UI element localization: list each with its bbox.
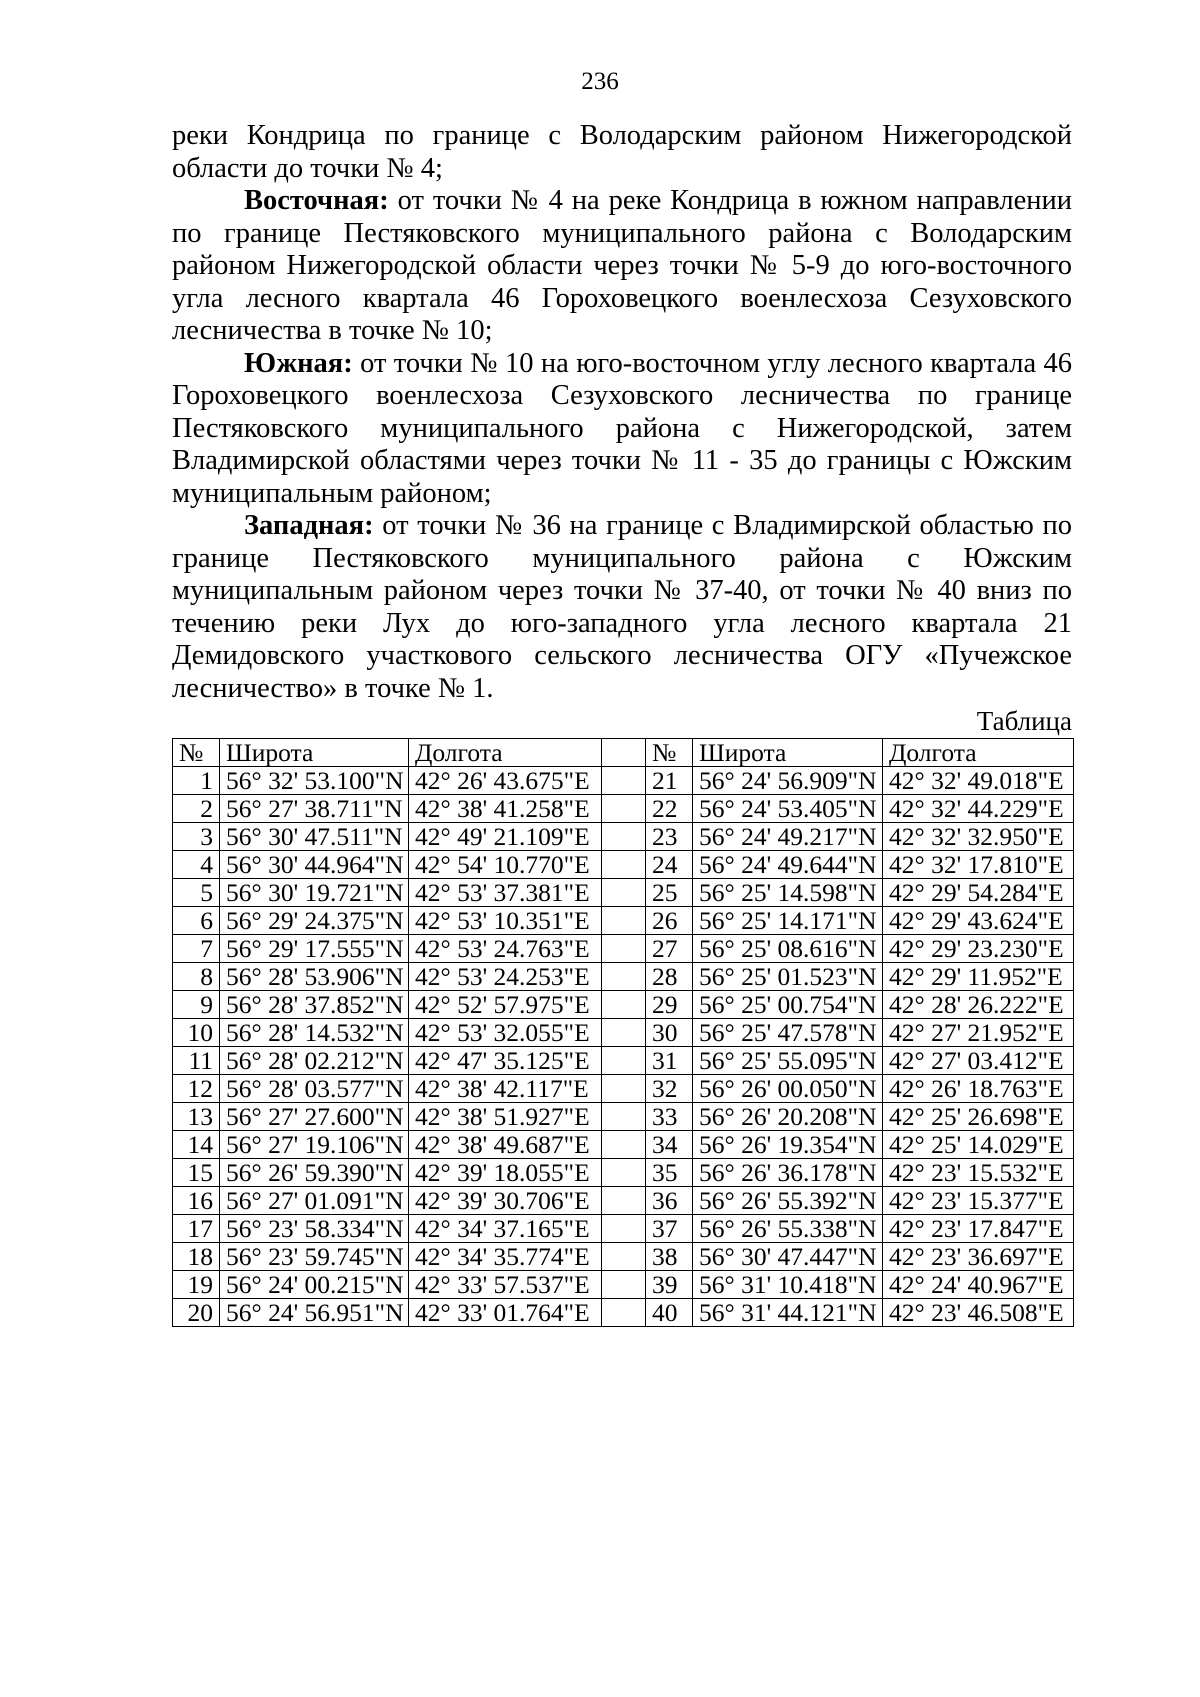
paragraph-heading-south: Южная: [244,347,353,379]
paragraph-heading-west: Западная: [244,510,374,541]
longitude-cell: 42° 23' 15.532"E [883,1159,1074,1187]
latitude-cell: 56° 23' 59.745"N [220,1243,409,1271]
spacer-cell [602,1159,646,1187]
header-latitude-left: Широта [220,739,409,767]
point-number-cell: 19 [173,1271,220,1299]
paragraph-text: реки Кондрица по границе с Володарским районом Нижегородской области до точки № 4; [172,120,1072,184]
point-number-cell: 27 [646,935,693,963]
spacer-cell [602,823,646,851]
latitude-cell: 56° 24' 56.951"N [220,1299,409,1327]
latitude-cell: 56° 30' 47.447"N [693,1243,883,1271]
longitude-cell: 42° 32' 49.018"E [883,767,1074,795]
point-number-cell: 15 [173,1159,220,1187]
paragraph-text-west: от точки № 36 на границе с Владимирской областью по границе Пестяковского муниципального района с Южским муниципальным районом через точки № 37-40, от точки № 40 вниз по течению реки Лух до юго-западного угла лесного квартала 21 Демидовского участкового сельского лесничества ОГУ «Пучежское лесничество» в точке № 1. [172,510,1072,704]
table-row [173,935,1074,963]
longitude-cell: 42° 29' 11.952"E [883,963,1074,991]
latitude-cell: 56° 25' 00.754"N [693,991,883,1019]
point-number-cell: 6 [173,907,220,935]
spacer-cell [602,1047,646,1075]
coordinates-table [172,738,1074,1327]
longitude-cell: 42° 25' 14.029"E [883,1131,1074,1159]
header-longitude-left: Долгота [409,739,602,767]
longitude-cell: 42° 53' 24.763"E [409,935,602,963]
latitude-cell: 56° 25' 47.578"N [693,1019,883,1047]
paragraph-continuation [172,120,1072,185]
table-caption: Таблица [976,706,1072,736]
spacer-cell [602,879,646,907]
longitude-cell: 42° 33' 57.537"E [409,1271,602,1299]
longitude-cell: 42° 53' 32.055"E [409,1019,602,1047]
latitude-cell: 56° 25' 08.616"N [693,935,883,963]
spacer-cell [602,851,646,879]
longitude-cell: 42° 39' 18.055"E [409,1159,602,1187]
header-num-right: № [646,739,693,767]
point-number-cell: 40 [646,1299,693,1327]
longitude-cell: 42° 23' 15.377"E [883,1187,1074,1215]
point-number-cell: 1 [173,767,220,795]
spacer-cell [602,1271,646,1299]
paragraph-south [172,348,1072,511]
longitude-cell: 42° 54' 10.770"E [409,851,602,879]
header-num-left: № [173,739,220,767]
spacer-cell [602,907,646,935]
point-number-cell: 33 [646,1103,693,1131]
point-number-cell: 35 [646,1159,693,1187]
table-row [173,1159,1074,1187]
latitude-cell: 56° 32' 53.100"N [220,767,409,795]
spacer-cell [602,935,646,963]
point-number-cell: 22 [646,795,693,823]
spacer-cell [602,1103,646,1131]
longitude-cell: 42° 53' 24.253"E [409,963,602,991]
header-spacer [602,739,646,767]
spacer-cell [602,1243,646,1271]
longitude-cell: 42° 29' 54.284"E [883,879,1074,907]
point-number-cell: 31 [646,1047,693,1075]
table-row [173,1299,1074,1327]
longitude-cell: 42° 26' 43.675"E [409,767,602,795]
latitude-cell: 56° 24' 49.217"N [693,823,883,851]
latitude-cell: 56° 27' 27.600"N [220,1103,409,1131]
point-number-cell: 7 [173,935,220,963]
latitude-cell: 56° 26' 00.050"N [693,1075,883,1103]
spacer-cell [602,1019,646,1047]
latitude-cell: 56° 26' 36.178"N [693,1159,883,1187]
point-number-cell: 28 [646,963,693,991]
point-number-cell: 5 [173,879,220,907]
table-row [173,767,1074,795]
paragraph-text-south: от точки № 10 на юго-восточном углу лесного квартала 46 Гороховецкого военлесхоза Сезуховского лесничества по границе Пестяковского муниципального района с Нижегородской, затем Владимирской областями через точки № 11 - 35 до границы с Южским муниципальным районом; [172,347,1072,509]
paragraph-east [172,185,1072,348]
table-header-row [173,739,1074,767]
point-number-cell: 21 [646,767,693,795]
point-number-cell: 25 [646,879,693,907]
table-row [173,851,1074,879]
longitude-cell: 42° 23' 17.847"E [883,1215,1074,1243]
table-row [173,991,1074,1019]
latitude-cell: 56° 30' 44.964"N [220,851,409,879]
point-number-cell: 14 [173,1131,220,1159]
table-row [173,1019,1074,1047]
latitude-cell: 56° 24' 49.644"N [693,851,883,879]
point-number-cell: 13 [173,1103,220,1131]
header-latitude-right: Широта [693,739,883,767]
latitude-cell: 56° 27' 01.091"N [220,1187,409,1215]
table-row [173,907,1074,935]
longitude-cell: 42° 38' 41.258"E [409,795,602,823]
table-row [173,1187,1074,1215]
longitude-cell: 42° 38' 51.927"E [409,1103,602,1131]
table-row [173,1243,1074,1271]
latitude-cell: 56° 24' 00.215"N [220,1271,409,1299]
document-body [172,120,1072,705]
longitude-cell: 42° 27' 03.412"E [883,1047,1074,1075]
spacer-cell [602,991,646,1019]
longitude-cell: 42° 27' 21.952"E [883,1019,1074,1047]
latitude-cell: 56° 23' 58.334"N [220,1215,409,1243]
longitude-cell: 42° 32' 17.810"E [883,851,1074,879]
spacer-cell [602,1299,646,1327]
latitude-cell: 56° 27' 19.106"N [220,1131,409,1159]
point-number-cell: 12 [173,1075,220,1103]
latitude-cell: 56° 29' 17.555"N [220,935,409,963]
latitude-cell: 56° 26' 20.208"N [693,1103,883,1131]
point-number-cell: 4 [173,851,220,879]
latitude-cell: 56° 31' 44.121"N [693,1299,883,1327]
longitude-cell: 42° 28' 26.222"E [883,991,1074,1019]
longitude-cell: 42° 26' 18.763"E [883,1075,1074,1103]
point-number-cell: 20 [173,1299,220,1327]
point-number-cell: 18 [173,1243,220,1271]
latitude-cell: 56° 26' 55.392"N [693,1187,883,1215]
latitude-cell: 56° 28' 03.577"N [220,1075,409,1103]
longitude-cell: 42° 53' 10.351"E [409,907,602,935]
longitude-cell: 42° 29' 43.624"E [883,907,1074,935]
longitude-cell: 42° 38' 49.687"E [409,1131,602,1159]
point-number-cell: 16 [173,1187,220,1215]
longitude-cell: 42° 38' 42.117"E [409,1075,602,1103]
point-number-cell: 17 [173,1215,220,1243]
latitude-cell: 56° 30' 19.721"N [220,879,409,907]
latitude-cell: 56° 26' 55.338"N [693,1215,883,1243]
table-row [173,1047,1074,1075]
latitude-cell: 56° 28' 37.852"N [220,991,409,1019]
table-row [173,879,1074,907]
spacer-cell [602,1187,646,1215]
latitude-cell: 56° 25' 14.598"N [693,879,883,907]
latitude-cell: 56° 31' 10.418"N [693,1271,883,1299]
latitude-cell: 56° 27' 38.711"N [220,795,409,823]
latitude-cell: 56° 28' 53.906"N [220,963,409,991]
table-row [173,823,1074,851]
point-number-cell: 30 [646,1019,693,1047]
point-number-cell: 38 [646,1243,693,1271]
longitude-cell: 42° 23' 46.508"E [883,1299,1074,1327]
point-number-cell: 10 [173,1019,220,1047]
longitude-cell: 42° 23' 36.697"E [883,1243,1074,1271]
latitude-cell: 56° 25' 01.523"N [693,963,883,991]
point-number-cell: 39 [646,1271,693,1299]
spacer-cell [602,1215,646,1243]
longitude-cell: 42° 39' 30.706"E [409,1187,602,1215]
point-number-cell: 11 [173,1047,220,1075]
latitude-cell: 56° 29' 24.375"N [220,907,409,935]
point-number-cell: 34 [646,1131,693,1159]
point-number-cell: 26 [646,907,693,935]
header-longitude-right: Долгота [883,739,1074,767]
latitude-cell: 56° 24' 53.405"N [693,795,883,823]
point-number-cell: 37 [646,1215,693,1243]
longitude-cell: 42° 52' 57.975"E [409,991,602,1019]
longitude-cell: 42° 32' 44.229"E [883,795,1074,823]
table-row [173,1131,1074,1159]
point-number-cell: 32 [646,1075,693,1103]
point-number-cell: 2 [173,795,220,823]
spacer-cell [602,963,646,991]
table-row [173,1271,1074,1299]
table-row [173,1103,1074,1131]
point-number-cell: 36 [646,1187,693,1215]
spacer-cell [602,1131,646,1159]
spacer-cell [602,767,646,795]
point-number-cell: 8 [173,963,220,991]
point-number-cell: 24 [646,851,693,879]
latitude-cell: 56° 26' 19.354"N [693,1131,883,1159]
latitude-cell: 56° 26' 59.390"N [220,1159,409,1187]
point-number-cell: 3 [173,823,220,851]
table-row [173,1215,1074,1243]
longitude-cell: 42° 25' 26.698"E [883,1103,1074,1131]
longitude-cell: 42° 34' 35.774"E [409,1243,602,1271]
latitude-cell: 56° 28' 02.212"N [220,1047,409,1075]
paragraph-heading-east: Восточная: [244,185,389,216]
longitude-cell: 42° 24' 40.967"E [883,1271,1074,1299]
table-row [173,1075,1074,1103]
point-number-cell: 29 [646,991,693,1019]
point-number-cell: 23 [646,823,693,851]
page-number: 236 [581,68,619,95]
latitude-cell: 56° 25' 55.095"N [693,1047,883,1075]
point-number-cell: 9 [173,991,220,1019]
spacer-cell [602,795,646,823]
latitude-cell: 56° 30' 47.511"N [220,823,409,851]
longitude-cell: 42° 29' 23.230"E [883,935,1074,963]
paragraph-text-east: от точки № 4 на реке Кондрица в южном направлении по границе Пестяковского муниципального района с Володарским районом Нижегородской области через точки № 5-9 до юго-восточного угла лесного квартала 46 Гороховецкого военлесхоза Сезуховского лесничества в точке № 10; [172,185,1072,346]
latitude-cell: 56° 24' 56.909"N [693,767,883,795]
longitude-cell: 42° 47' 35.125"E [409,1047,602,1075]
longitude-cell: 42° 32' 32.950"E [883,823,1074,851]
latitude-cell: 56° 28' 14.532"N [220,1019,409,1047]
table-row [173,795,1074,823]
latitude-cell: 56° 25' 14.171"N [693,907,883,935]
table-row [173,963,1074,991]
longitude-cell: 42° 53' 37.381"E [409,879,602,907]
paragraph-west [172,510,1072,705]
spacer-cell [602,1075,646,1103]
longitude-cell: 42° 34' 37.165"E [409,1215,602,1243]
longitude-cell: 42° 33' 01.764"E [409,1299,602,1327]
longitude-cell: 42° 49' 21.109"E [409,823,602,851]
table-body [173,767,1074,1327]
